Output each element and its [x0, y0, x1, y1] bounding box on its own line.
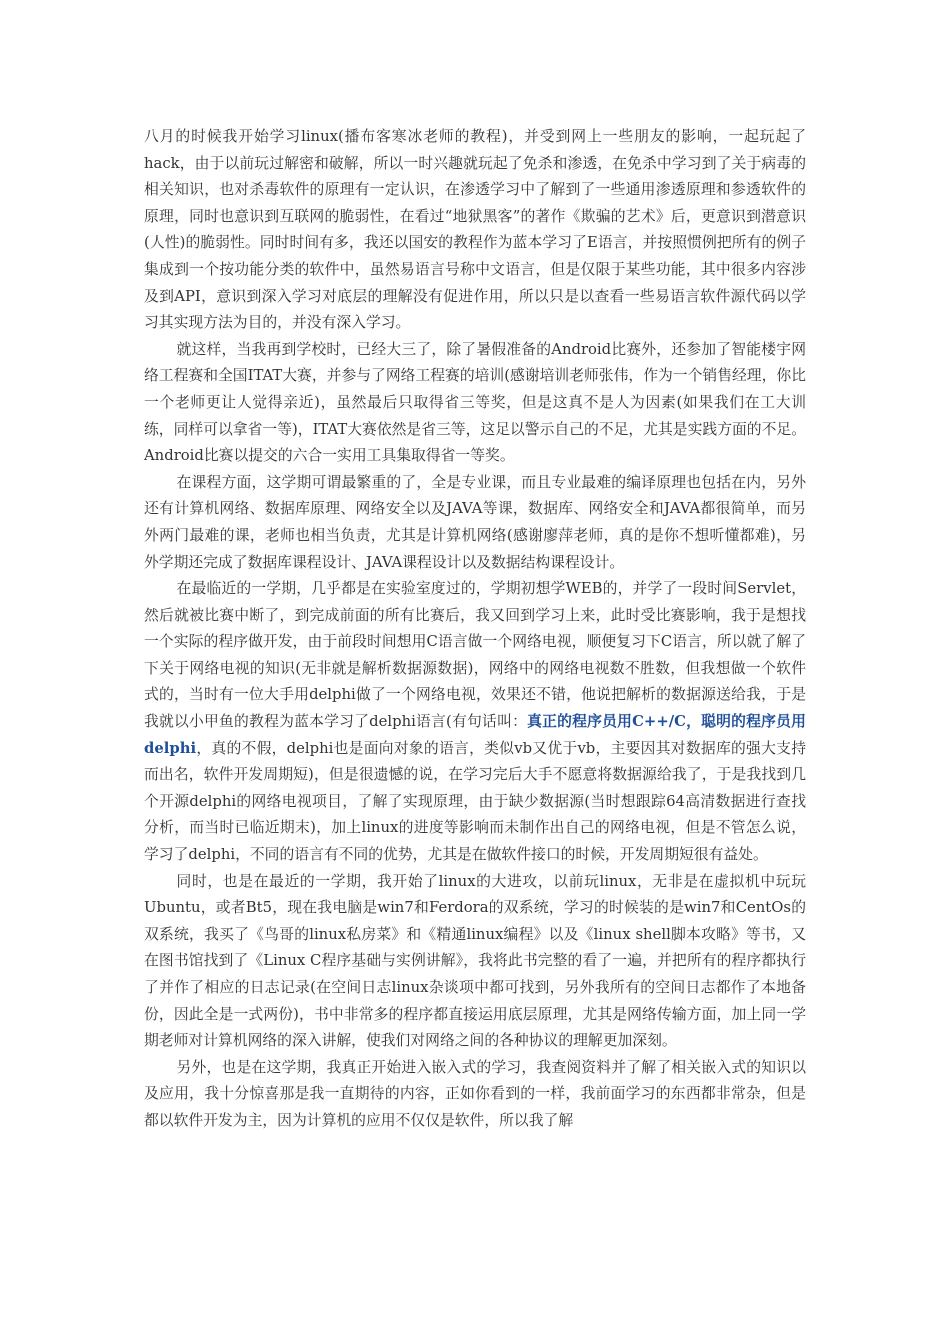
paragraph-linux-study: 同时，也是在最近的一学期，我开始了linux的大进攻，以前玩linux，无非是在虚拟机中玩玩Ubuntu，或者Bt5，现在我电脑是win7和Ferdora的双系统，学习的时候装的是win7和CentOs的双系统，我买了《鸟哥的linux私房菜》和《精通linux编程》以及《linux shell脚本攻略》等书，又在图书馆找到了《Linux C程序基础与实例讲解》，我将此书完整的看了一遍，并把所有的程序都执行了并作了相应的日志记录(在空间日志linux杂谈项中都可找到，另外我所有的空间日志都作了本地备份，因此全是一式两份)，书中非常多的程序都直接运用底层原理，尤其是网络传输方面，加上同一学期老师对计算机网络的深入讲解，使我们对网络之间的各种协议的理解更加深刻。	[144, 872, 806, 1050]
delphi-quote-emphasis: 真正的程序员用C++/C，聪明的程序员用delphi	[144, 713, 806, 757]
paragraph-junior-year-competitions: 就这样，当我再到学校时，已经大三了，除了暑假准备的Android比赛外，还参加了智能楼宇网络工程赛和全国ITAT大赛，并参与了网络工程赛的培训(感谢培训老师张伟，作为一个销售经理，你比一个老师更让人觉得亲近)，虽然最后只取得省三等奖，但是这真不是人为因素(如果我们在工大训练，同样可以拿省一等)，ITAT大赛依然是省三等，这足以警示自己的不足，尤其是实践方面的不足。Android比赛以提交的六合一实用工具集取得省一等奖。	[144, 340, 806, 465]
paragraph-coursework: 在课程方面，这学期可谓最繁重的了，全是专业课，而且专业最难的编译原理也包括在内，另外还有计算机网络、数据库原理、网络安全以及JAVA等课，数据库、网络安全和JAVA都很简单，而另外两门最难的课，老师也相当负责，尤其是计算机网络(感谢廖萍老师，真的是你不想听懂都难)，另外学期还完成了数据库课程设计、JAVA课程设计以及数据结构课程设计。	[144, 473, 806, 571]
delphi-text-after: ，真的不假，delphi也是面向对象的语言，类似vb又优于vb，主要因其对数据库的强大支持而出名，软件开发周期短)，但是很遗憾的说，在学习完后大手不愿意将数据源给我了，于是我找到几个开源delphi的网络电视项目，了解了实现原理，由于缺少数据源(当时想跟踪64高清数据进行查找分析，而当时已临近期末)，加上linux的进度等影响而未制作出自己的网络电视，但是不管怎么说，学习了delphi，不同的语言有不同的优势，尤其是在做软件接口的时候，开发周期短很有益处。	[144, 739, 806, 864]
delphi-text-before: 在最临近的一学期，几乎都是在实验室度过的，学期初想学WEB的，并学了一段时间Servlet，然后就被比赛中断了，到完成前面的所有比赛后，我又回到学习上来，此时受比赛影响，我于是想找一个实际的程序做开发，由于前段时间想用C语言做一个网络电视，顺便复习下C语言，所以就了解了下关于网络电视的知识(无非就是解析数据源数据)，网络中的网络电视数不胜数，但我想做一个软件式的，当时有一位大手用delphi做了一个网络电视，效果还不错，他说把解析的数据源送给我，于是我就以小甲鱼的教程为蓝本学习了delphi语言(有句话叫：	[144, 580, 806, 731]
paragraph-august-learning: 八月的时候我开始学习linux(播布客寒冰老师的教程)，并受到网上一些朋友的影响，一起玩起了hack，由于以前玩过解密和破解，所以一时兴趣就玩起了免杀和渗透，在免杀中学习到了关于病毒的相关知识，也对杀毒软件的原理有一定认识，在渗透学习中了解到了一些通用渗透原理和参透软件的原理，同时也意识到互联网的脆弱性，在看过“地狱黑客”的著作《欺骗的艺术》后，更意识到潜意识(人性)的脆弱性。同时时间有多，我还以国安的教程作为蓝本学习了E语言，并按照惯例把所有的例子集成到一个按功能分类的软件中，虽然易语言号称中文语言，但是仅限于某些功能，其中很多内容涉及到API，意识到深入学习对底层的理解没有促进作用，所以只是以查看一些易语言软件源代码以学习其实现方法为目的，并没有深入学习。	[144, 128, 806, 332]
document-page	[144, 124, 806, 1135]
paragraph-embedded-study: 另外，也是在这学期，我真正开始进入嵌入式的学习，我查阅资料并了解了相关嵌入式的知识以及应用，我十分惊喜那是我一直期待的内容，正如你看到的一样，我前面学习的东西都非常杂，但是都以软件开发为主，因为计算机的应用不仅仅是软件，所以我了解	[144, 1058, 806, 1129]
paragraph-delphi-project	[144, 576, 806, 869]
